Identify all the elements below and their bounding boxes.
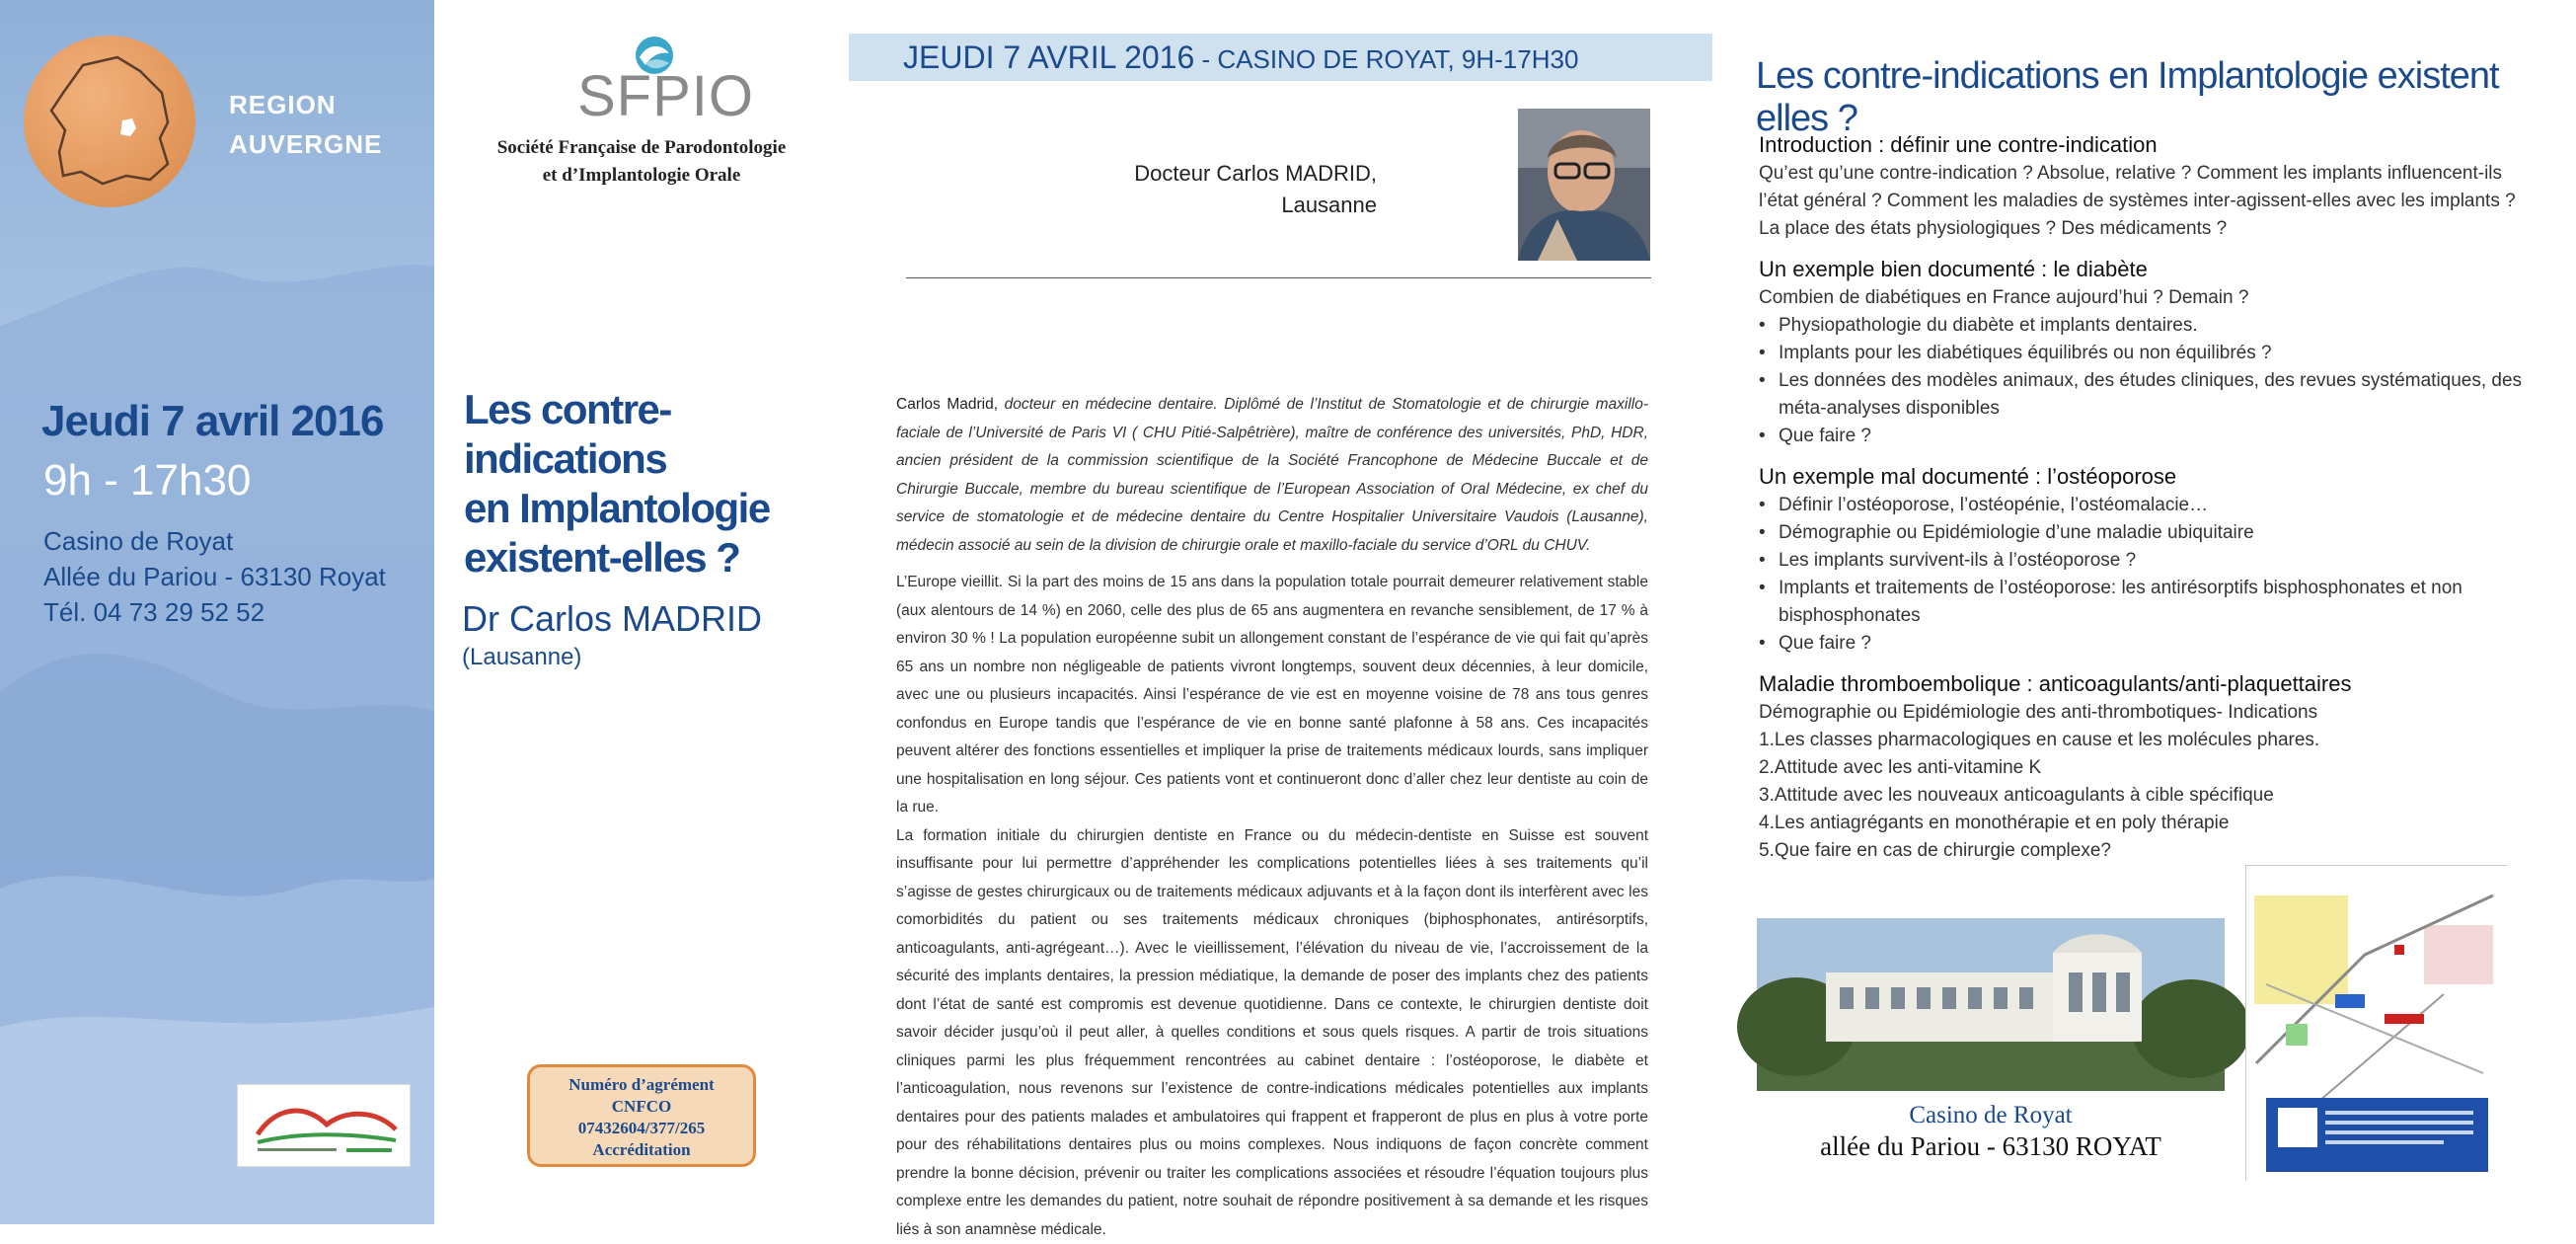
society-name <box>474 134 809 190</box>
section-intro-text: Qu’est qu’une contre-indication ? Absolue, relative ? Comment les implants influencent-ils l’état général ? Comment les maladies de systèmes inter-agissent-elles avec les implants ? La place des états physiologiques ? Des médicaments ? <box>1759 160 2538 243</box>
list-item: • Que faire ? <box>1759 630 2538 658</box>
list-item: 3.Attitude avec les nouveaux anticoagulants à cible spécifique <box>1759 782 2538 810</box>
speaker-name: Dr Carlos MADRID <box>462 598 762 640</box>
venue-phone: Tél. 04 73 29 52 52 <box>43 594 386 630</box>
list-item: • Définir l’ostéoporose, l’ostéopénie, l’ostéomalacie… <box>1759 492 2538 519</box>
event-time: 9h - 17h30 <box>43 456 251 505</box>
bio-text: docteur en médecine dentaire. Diplômé de l’Institut de Stomatologie et de chirurgie maxillo-faciale de l’Université de Paris VI ( CHU Pitié-Salpêtrière), maître de conférence des universités, PhD, HDR, ancien président de la commission scientifique de la Société Francophone de Médecine Buccale et de Chirurgie Buccale, membre du bureau scientifique de l’European Association of Oral Médecine, ex chef du service de stomatologie et de médecine dentaire du Centre Hospitalier Universitaire Vaudois (Lausanne), médecin associé au sein de la division de chirurgie orale et maxillo-faciale du service d’ORL du CHUV. <box>896 396 1648 554</box>
society-panel <box>434 0 849 1224</box>
banner-place: - CASINO DE ROYAT, 9H-17H30 <box>1194 44 1578 74</box>
society-name-line-1: Société Française de Parodontologie <box>474 134 809 162</box>
abstract-paragraph-2: La formation initiale du chirurgien dentiste en France ou du médecin-dentiste en Suisse est souvent insuffisante pour lui permettre d’appréhender les complications potentielles liées à ses traitements qu’il s’agisse de gestes chirurgicaux ou de traitements médicaux adjuvants et à la façon dont ils interfèrent avec les comorbidités du patient ou ses traitements médicaux chroniques (biphosphonates, antirésorptifs, anticoagulants, anti-agrégeant…). Avec le vieillissement, l’élévation du niveau de vie, l’accroissement de la sécurité des implants dentaires, la pression médiatique, la demande de poser des implants chez des patients dont l’état de santé est compromis est devenue quotidienne. Dans ce contexte, le chirurgien dentiste doit savoir décider jusqu’où il peut aller, à quelles conditions et sous quels risques. A partir de trois situations cliniques parmi les plus fréquemment rencontrées au cabinet dentaire : l’ostéoporose, le diabète et l’anticoagulation, nous revenons sur l’existence de contre-indications médicales potentielles aux implants dentaires pour des patients malades et ambulatoires qui frappent et frapperont de plus en plus à votre porte pour des réhabilitations dentaires plus ou moins complexes. Nous indiquons de façon concrète comment prendre la bonne décision, prévenir ou traiter les complications associées et résoudre l’équation toujours plus complexe entre les demandes du patient, notre souhait de répondre positivement à sa demande et les risques liés à son anamnèse médicale. <box>896 822 1648 1244</box>
location-map <box>2245 865 2507 1181</box>
section-thrombo-text: Démographie ou Epidémiologie des anti-thrombotiques- Indications <box>1759 699 2538 727</box>
talk-title-line-1: Les contre-indications <box>464 385 859 484</box>
section-diabetes-text: Combien de diabétiques en France aujourd’hui ? Demain ? <box>1759 284 2538 312</box>
accreditation-line-1: Numéro d’agrément <box>530 1074 753 1096</box>
diabetes-list <box>1759 312 2538 450</box>
section-diabetes-title: Un exemple bien documenté : le diabète <box>1759 255 2538 284</box>
list-item: • Les données des modèles animaux, des études cliniques, des revues systématiques, des méta-analyses disponibles <box>1759 367 2538 423</box>
section-osteoporosis-title: Un exemple mal documenté : l’ostéoporose <box>1759 462 2538 492</box>
list-item: 1.Les classes pharmacologiques en cause et les molécules phares. <box>1759 727 2538 754</box>
event-date: Jeudi 7 avril 2016 <box>41 397 383 446</box>
section-intro-title: Introduction : définir une contre-indication <box>1759 130 2538 160</box>
accreditation-line-3: 07432604/377/265 <box>530 1118 753 1139</box>
talk-title-line-2: en Implantologie <box>464 484 859 533</box>
region-label <box>229 85 382 164</box>
venue-block <box>43 523 386 630</box>
program-content <box>1759 130 2538 865</box>
doctor-photo <box>1518 109 1650 261</box>
program-title: Les contre-indications en Implantologie existent elles ? <box>1756 55 2576 140</box>
list-item: • Implants pour les diabétiques équilibrés ou non équilibrés ? <box>1759 340 2538 367</box>
casino-photo <box>1757 918 2225 1091</box>
banner-date: JEUDI 7 AVRIL 2016 <box>903 39 1194 75</box>
accreditation-badge <box>527 1064 756 1167</box>
osteoporosis-list <box>1759 492 2538 658</box>
accreditation-line-4: Accréditation <box>530 1139 753 1161</box>
list-item: 2.Attitude avec les anti-vitamine K <box>1759 754 2538 782</box>
society-name-line-2: et d’Implantologie Orale <box>474 162 809 190</box>
talk-title <box>464 385 859 583</box>
bio-speaker-name: Carlos Madrid, <box>896 396 998 413</box>
list-item: 5.Que faire en cas de chirurgie complexe? <box>1759 837 2538 865</box>
cover-panel <box>0 0 434 1224</box>
list-item: • Physiopathologie du diabète et implants dentaires. <box>1759 312 2538 340</box>
speaker-city: (Lausanne) <box>462 644 581 671</box>
france-map-icon <box>24 36 195 207</box>
doctor-city: Lausanne <box>1134 190 1377 221</box>
casino-name: Casino de Royat <box>1757 1102 2225 1129</box>
abstract-paragraph-1: L’Europe vieillit. Si la part des moins de 15 ans dans la population totale pourrait demeurer relativement stable (aux alentours de 14 %) en 2060, celle des plus de 65 ans augmentera en revanche sensiblement, de 17 % à environ 30 % ! La population européenne subit un allongement constant de l’espérance de vie qui fait qu’après 65 ans un nombre non négligeable de patients vivront longtemps, souvent deux décennies, à leur domicile, avec une ou plusieurs incapacités. Ainsi l’espérance de vie est en moyenne voisine de 78 ans tous genres confondus en Europe tandis que l’espérance de vie en bonne santé plafonne à 58 ans. Ces incapacités peuvent altérer des fonctions essentielles et impliquer la prise de traitements médicaux lourds, sans impliquer une hospitalisation en long séjour. Ces patients vont et continueront donc d’aller chez leur dentiste au coin de la rue. <box>896 569 1648 822</box>
header-divider <box>906 277 1651 278</box>
list-item: 4.Les antiagrégants en monothérapie et en poly thérapie <box>1759 810 2538 837</box>
casino-address: allée du Pariou - 63130 ROYAT <box>1757 1131 2225 1162</box>
list-item: • Les implants survivent-ils à l’ostéoporose ? <box>1759 547 2538 575</box>
auvergne-partner-logo <box>237 1084 411 1167</box>
region-line-2: AUVERGNE <box>229 124 382 164</box>
doctor-name: Docteur Carlos MADRID, <box>1134 158 1377 190</box>
list-item: • Démographie ou Epidémiologie d’une maladie ubiquitaire <box>1759 519 2538 547</box>
talk-title-line-3: existent-elles ? <box>464 533 859 583</box>
section-thrombo-title: Maladie thromboembolique : anticoagulants/anti-plaquettaires <box>1759 669 2538 699</box>
list-item: • Que faire ? <box>1759 423 2538 450</box>
list-item: • Implants et traitements de l’ostéoporose: les antirésorptifs bisphosphonates et non bisphosphonates <box>1759 575 2538 630</box>
speaker-biography <box>896 391 1648 560</box>
doctor-caption <box>1134 158 1377 221</box>
date-banner <box>849 34 1712 81</box>
program-panel <box>1712 0 2576 1224</box>
venue-name: Casino de Royat <box>43 523 386 559</box>
region-line-1: REGION <box>229 85 382 124</box>
venue-address: Allée du Pariou - 63130 Royat <box>43 559 386 594</box>
accreditation-line-2: CNFCO <box>530 1096 753 1118</box>
thrombo-list <box>1759 727 2538 865</box>
france-map-badge <box>24 36 195 207</box>
sfpio-logo-text: SFPIO <box>577 63 754 129</box>
talk-abstract <box>896 569 1648 1244</box>
biography-panel <box>849 0 1712 1224</box>
